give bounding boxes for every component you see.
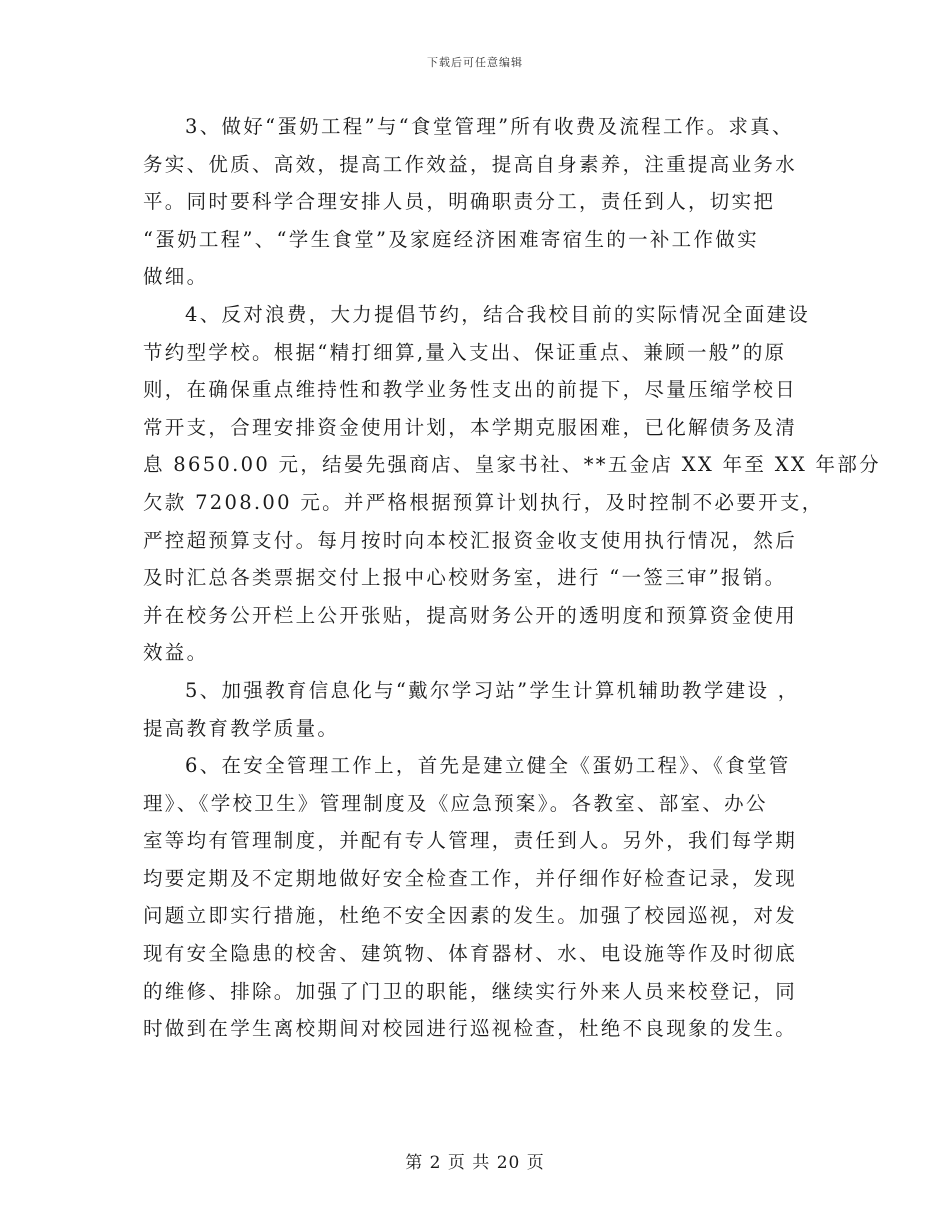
body-line: 则，在确保重点维持性和教学业务性支出的前提下，尽量压缩学校日 xyxy=(143,378,798,402)
body-line: 务实、优质、高效，提高工作效益，提高自身素养，注重提高业务水 xyxy=(143,152,798,176)
body-line: 问题立即实行措施，杜绝不安全因素的发生。加强了校园巡视，对发 xyxy=(143,904,798,928)
body-line: 效益。 xyxy=(143,641,209,665)
body-line: 均要定期及不定期地做好安全检查工作，并仔细作好检查记录，发现 xyxy=(143,866,798,890)
body-line: 理》、《学校卫生》管理制度及《应急预案》。各教室、部室、办公 xyxy=(143,791,768,815)
body-line: 4、反对浪费，大力提倡节约，结合我校目前的实际情况全面建设 xyxy=(185,302,811,326)
body-line: 严控超预算支付。每月按时向本校汇报资金收支使用执行情况，然后 xyxy=(143,528,798,552)
page-number-footer xyxy=(0,1148,950,1173)
body-line: 室等均有管理制度，并配有专人管理，责任到人。另外，我们每学期 xyxy=(143,829,798,853)
page-number-label: 第 2 页 共 20 页 xyxy=(405,1153,545,1173)
body-line: 3、做好“蛋奶工程”与“食堂管理”所有收费及流程工作。求真、 xyxy=(185,115,794,138)
body-line: 欠款 7208.00 元。并严格根据预算计划执行，及时控制不必要开支， xyxy=(143,490,824,514)
page-header-note: 下载后可任意编辑 xyxy=(427,56,523,69)
body-line: 常开支，合理安排资金使用计划，本学期克服困难，已化解债务及清 xyxy=(143,415,798,439)
body-line: 6、在安全管理工作上，首先是建立健全《蛋奶工程》、《食堂管 xyxy=(185,754,791,778)
body-line: 节约型学校。根据“精打细算,量入支出、保证重点、兼顾一般”的原 xyxy=(143,340,787,364)
body-line: 息 8650.00 元，结晏先强商店、皇家书社、**五金店 XX 年至 XX 年部分 xyxy=(143,453,881,477)
body-line: 并在校务公开栏上公开张贴，提高财务公开的透明度和预算资金使用 xyxy=(143,603,798,627)
body-line: 现有安全隐患的校舍、建筑物、体育器材、水、电设施等作及时彻底 xyxy=(143,942,798,966)
body-line: “蛋奶工程”、“学生食堂”及家庭经济困难寄宿生的一补工作做实 xyxy=(143,227,759,251)
body-line: 5、加强教育信息化与“戴尔学习站”学生计算机辅助教学建设 ， xyxy=(185,678,800,702)
body-line: 做细。 xyxy=(143,265,209,289)
body-line: 及时汇总各类票据交付上报中心校财务室，进行 “一签三审”报销。 xyxy=(143,566,787,590)
body-line: 提高教育教学质量。 xyxy=(143,716,340,740)
body-line: 的维修、排除。加强了门卫的职能，继续实行外来人员来校登记，同 xyxy=(143,979,798,1003)
body-line: 平。同时要科学合理安排人员，明确职责分工，责任到人，切实把 xyxy=(143,190,776,214)
body-line: 时做到在学生离校期间对校园进行巡视检查，杜绝不良现象的发生。 xyxy=(143,1017,798,1041)
document-body xyxy=(143,108,881,1048)
